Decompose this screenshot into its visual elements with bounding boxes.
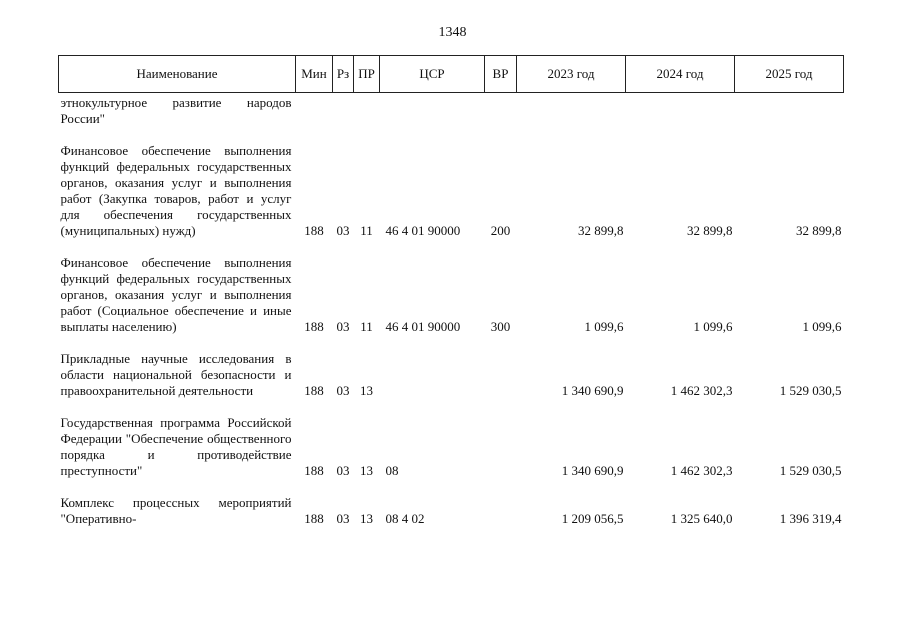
row-rz: 03 (336, 511, 350, 526)
row-pr: 11 (360, 319, 373, 334)
table-row (59, 415, 844, 479)
row-2025: 1 099,6 (802, 319, 842, 334)
row-pr: 13 (360, 511, 373, 526)
row-vr (485, 93, 517, 128)
row-2024: 1 462 302,3 (670, 383, 733, 398)
row-pr: 13 (360, 463, 373, 478)
header-name: Наименование (59, 56, 296, 93)
row-name: Финансовое обеспечение выполнения функций федеральных государственных органов, оказания услуг и выполнения работ (Закупка товаров, работ и услуг для обеспечения государственных (муниципальных) нужд) (60, 143, 292, 238)
row-rz: 03 (336, 319, 350, 334)
table-body (59, 93, 844, 528)
row-2025 (735, 93, 844, 128)
row-2023: 1 340 690,9 (561, 383, 624, 398)
header-2024: 2024 год (626, 56, 735, 93)
row-name: Финансовое обеспечение выполнения функций федеральных государственных органов, оказания услуг и выполнения работ (Социальное обеспечение и иные выплаты населению) (60, 255, 292, 334)
row-pr: 11 (360, 223, 373, 238)
row-name: Прикладные научные исследования в области национальной безопасности и правоохранительной деятельности (60, 351, 292, 398)
row-2024: 32 899,8 (687, 223, 733, 238)
header-vr: ВР (485, 56, 517, 93)
budget-table (58, 55, 844, 527)
row-2023: 1 340 690,9 (561, 463, 624, 478)
row-pr: 13 (360, 383, 373, 398)
row-vr (485, 415, 517, 479)
row-2023 (517, 93, 626, 128)
row-vr: 300 (490, 319, 511, 334)
table-row (59, 93, 844, 128)
row-rz: 03 (336, 463, 350, 478)
row-csr: 46 4 01 90000 (385, 223, 461, 238)
row-rz: 03 (336, 223, 350, 238)
row-name: этнокультурное развитие народов России" (60, 95, 292, 126)
header-rz: Рз (333, 56, 354, 93)
row-vr (485, 495, 517, 527)
header-csr: ЦСР (380, 56, 485, 93)
row-csr: 46 4 01 90000 (385, 319, 461, 334)
row-2023: 1 099,6 (584, 319, 624, 334)
row-2024 (626, 93, 735, 128)
table-row (59, 351, 844, 399)
table-row (59, 255, 844, 335)
header-2025: 2025 год (735, 56, 844, 93)
row-2025: 1 529 030,5 (779, 463, 842, 478)
header-pr: ПР (354, 56, 380, 93)
row-vr: 200 (490, 223, 511, 238)
row-2024: 1 099,6 (693, 319, 733, 334)
row-csr: 08 (385, 463, 399, 478)
row-2025: 32 899,8 (796, 223, 842, 238)
row-rz: 03 (336, 383, 350, 398)
row-pr (354, 93, 380, 128)
row-min (296, 93, 333, 128)
header-min: Мин (296, 56, 333, 93)
row-csr (380, 93, 485, 128)
row-min: 188 (304, 463, 324, 478)
row-2023: 1 209 056,5 (561, 511, 624, 526)
row-2025: 1 529 030,5 (779, 383, 842, 398)
row-rz (333, 93, 354, 128)
row-min: 188 (304, 511, 324, 526)
row-2023: 32 899,8 (578, 223, 624, 238)
row-2024: 1 462 302,3 (670, 463, 733, 478)
table-row (59, 495, 844, 527)
row-min: 188 (304, 319, 324, 334)
row-vr (485, 351, 517, 399)
row-csr (380, 351, 485, 399)
row-min: 188 (304, 223, 324, 238)
row-2024: 1 325 640,0 (670, 511, 733, 526)
table-row (59, 143, 844, 239)
header-2023: 2023 год (517, 56, 626, 93)
page-number: 1348 (438, 25, 467, 40)
table-header (59, 56, 844, 93)
row-csr: 08 4 02 (385, 511, 425, 526)
row-name: Государственная программа Российской Федерации "Обеспечение общественного порядка и противодействие преступности" (60, 415, 292, 478)
row-name: Комплекс процессных мероприятий "Оперативно- (60, 495, 292, 526)
row-min: 188 (304, 383, 324, 398)
row-2025: 1 396 319,4 (779, 511, 842, 526)
